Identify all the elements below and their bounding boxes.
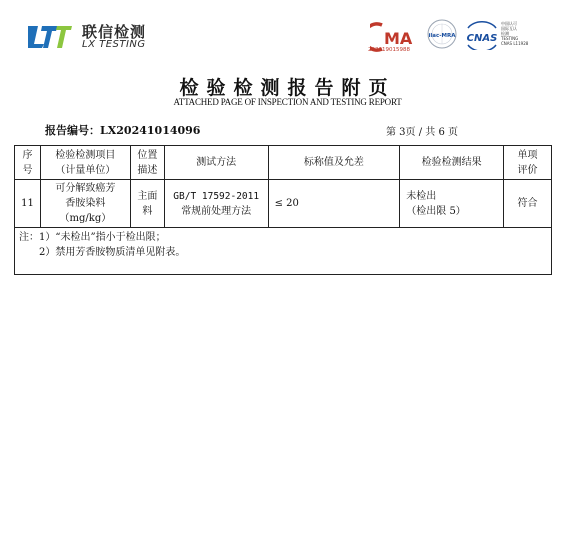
ilac-mra-icon bbox=[426, 18, 458, 52]
lx-testing-logo-icon bbox=[24, 22, 76, 50]
result-table bbox=[14, 145, 552, 275]
report-number-value: LX20241014096 bbox=[100, 124, 201, 137]
cma-certificate-number: 202119015988 bbox=[368, 47, 410, 53]
cell-item-line: 香胺染料 bbox=[65, 198, 106, 209]
cnas-side-line: 国际互认 bbox=[501, 26, 517, 31]
cell-result-line: （检出限 5） bbox=[406, 205, 466, 217]
header-seq bbox=[15, 146, 41, 180]
cell-result bbox=[400, 180, 504, 228]
cnas-side-text bbox=[501, 21, 531, 46]
page-title-cn: 检验检测报告附页 bbox=[179, 77, 396, 99]
header-result: 检验检测结果 bbox=[400, 146, 504, 180]
report-number bbox=[45, 122, 200, 138]
header-seq-line: 号 bbox=[22, 164, 33, 176]
cell-method-line: GB/T 17592-2011 bbox=[173, 190, 260, 202]
header-method: 测试方法 bbox=[164, 146, 268, 180]
table-header-row bbox=[15, 146, 552, 180]
header-judgement bbox=[504, 146, 552, 180]
note-line: 注：1）“未检出”指小于检出限； bbox=[19, 232, 166, 243]
header-item-line: （计量单位） bbox=[55, 164, 116, 176]
header-item bbox=[40, 146, 130, 180]
cell-standard: ≤ 20 bbox=[268, 180, 400, 228]
note-line: 2）禁用芳香胺物质清单见附表。 bbox=[39, 247, 186, 258]
header-position bbox=[130, 146, 164, 180]
brand-name-en: LX TESTING bbox=[82, 39, 146, 50]
cell-item-line: （mg/kg） bbox=[59, 213, 112, 224]
cell-item bbox=[40, 180, 130, 228]
cma-text: MA bbox=[384, 29, 413, 48]
table-row bbox=[15, 180, 552, 228]
page-indicator: 第 3页 / 共 6 页 bbox=[386, 127, 458, 138]
header-standard: 标称值及允差 bbox=[268, 146, 400, 180]
cell-position-line: 主面 bbox=[137, 190, 158, 202]
header-position-line: 描述 bbox=[137, 164, 158, 176]
cell-position bbox=[130, 180, 164, 228]
header-judgement-line: 单项 bbox=[517, 149, 538, 161]
cell-position-line: 料 bbox=[142, 205, 153, 217]
cnas-side-line: 检测 bbox=[501, 31, 509, 36]
header-judgement-line: 评价 bbox=[517, 164, 538, 176]
ilac-text: ilac-MRA bbox=[428, 33, 456, 39]
notes-cell bbox=[15, 228, 552, 275]
brand-name-cn: 联信检测 bbox=[82, 23, 147, 41]
cell-method-line: 常规前处理方法 bbox=[181, 205, 252, 217]
cnas-side-line: TESTING bbox=[501, 36, 519, 41]
header-item-line: 检验检测项目 bbox=[55, 149, 116, 161]
cnas-side-line: 中国认可 bbox=[501, 21, 517, 26]
cell-result-line: 未检出 bbox=[406, 190, 437, 202]
cell-item-line: 可分解致癌芳 bbox=[55, 183, 116, 194]
cell-method bbox=[164, 180, 268, 228]
cnas-text: CNAS bbox=[466, 33, 498, 44]
cnas-side-line: CNAS L11928 bbox=[501, 41, 529, 46]
header-position-line: 位置 bbox=[137, 149, 158, 161]
cnas-logo-icon bbox=[462, 20, 502, 50]
cell-judgement: 符合 bbox=[504, 180, 552, 228]
cell-seq: 11 bbox=[15, 180, 41, 228]
report-number-label: 报告编号： bbox=[45, 124, 100, 137]
page-title-en: ATTACHED PAGE OF INSPECTION AND TESTING REPORT bbox=[173, 97, 402, 107]
notes-row bbox=[15, 228, 552, 275]
header-seq-line: 序 bbox=[22, 149, 33, 161]
